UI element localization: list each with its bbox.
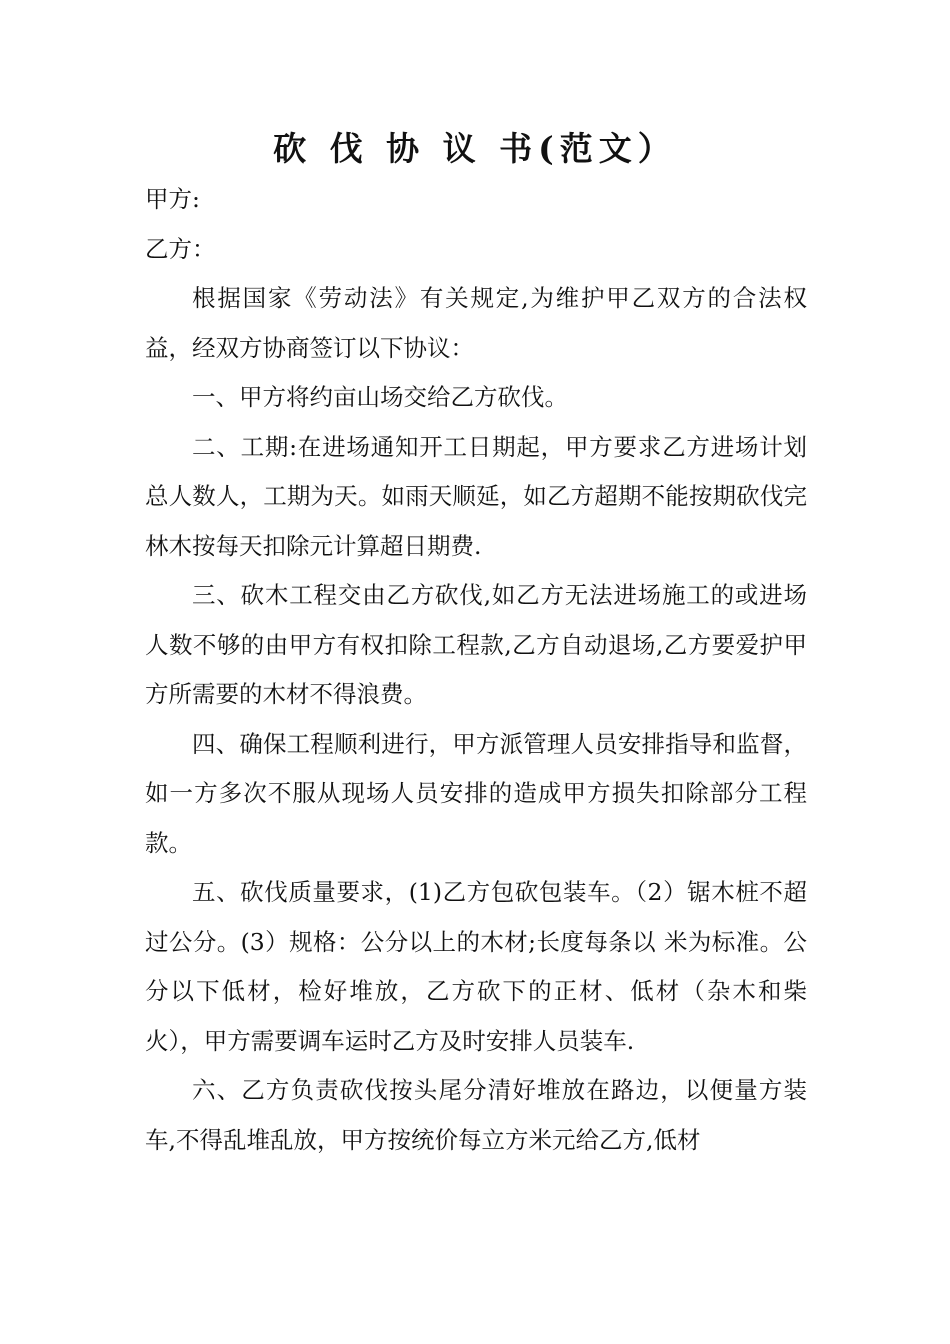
- party-b-line: 乙方：: [145, 234, 216, 263]
- clause-2: 二、工期:在进场通知开工日期起，甲方要求乙方进场计划总人数人，工期为天。如雨天顺延，如乙方超期不能按期砍伐完林木按每天扣除元计算超日期费.: [145, 432, 807, 560]
- clause-4: 四、确保工程顺利进行，甲方派管理人员安排指导和监督，如一方多次不服从现场人员安排的造成甲方损失扣除部分工程款。: [145, 729, 807, 857]
- clause-1: 一、甲方将约亩山场交给乙方砍伐。: [192, 383, 568, 411]
- clause-6: 六、乙方负责砍伐按头尾分清好堆放在路边，以便量方装车,不得乱堆乱放，甲方按统价每立方米元给乙方,低材: [145, 1076, 807, 1154]
- clause-3: 三、砍木工程交由乙方砍伐,如乙方无法进场施工的或进场人数不够的由甲方有权扣除工程款,乙方自动退场,乙方要爱护甲方所需要的木材不得浪费。: [145, 581, 807, 708]
- document-title: 砍 伐 协 议 书(范文）: [273, 129, 677, 168]
- party-a-line: 甲方:: [145, 185, 200, 213]
- document-body: [145, 175, 807, 1165]
- preamble-paragraph: 根据国家《劳动法》有关规定,为维护甲乙双方的合法权益，经双方协商签订以下协议：: [145, 284, 807, 362]
- clause-5: 五、砍伐质量要求，(1)乙方包砍包装车。（2）锯木桩不超过公分。(3）规格：公分以上的木材;长度每条以 米为标准。公分以下低材，检好堆放，乙方砍下的正材、低材（杂木和柴火），甲方需要调车运时乙方及时安排人员装车.: [145, 878, 807, 1055]
